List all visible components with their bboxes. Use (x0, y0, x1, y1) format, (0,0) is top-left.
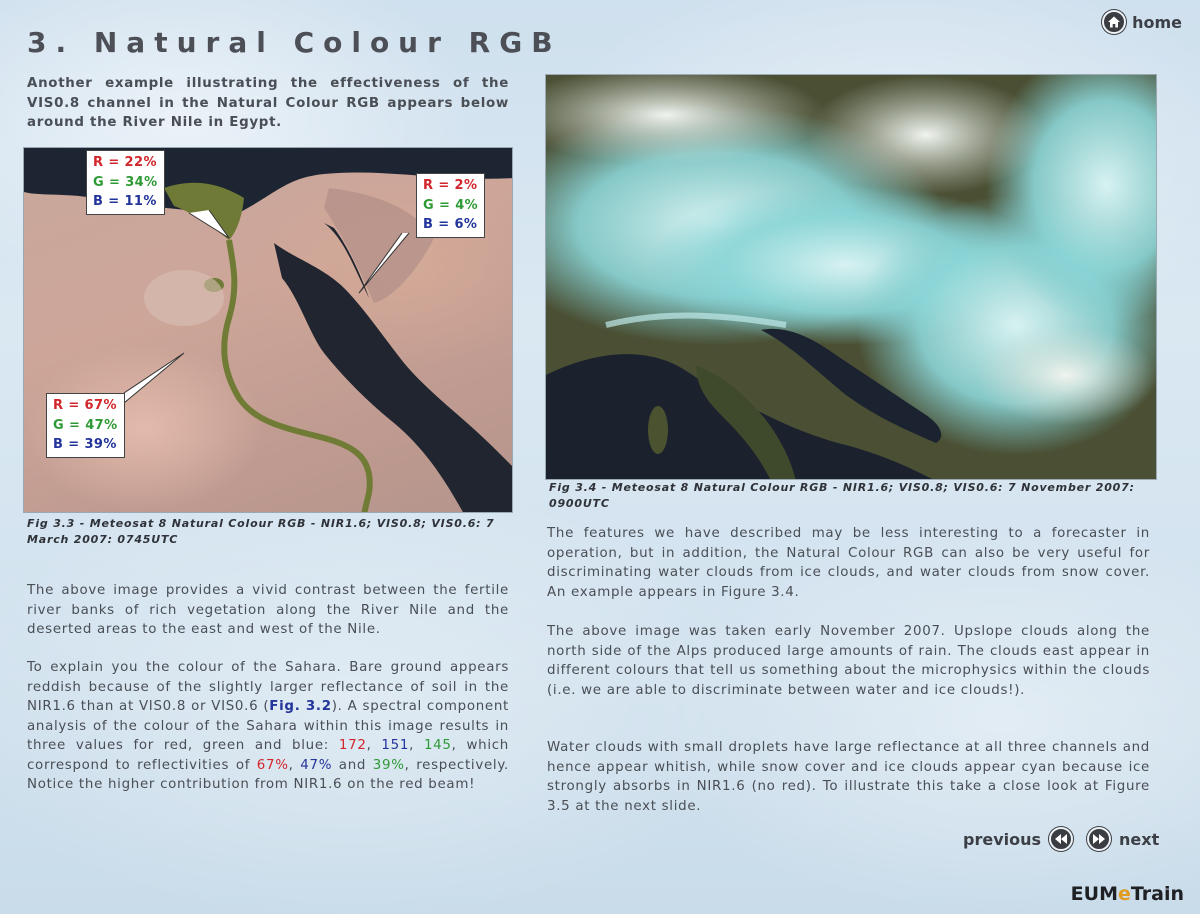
page-title: 3. Natural Colour RGB (27, 26, 562, 59)
percent-blue: 47% (300, 757, 333, 773)
percent-green: 39% (372, 757, 405, 773)
callout-delta: R = 22% G = 34% B = 11% (86, 150, 165, 215)
left-paragraph-2: To explain you the colour of the Sahara. Bare ground appears reddish because of the slightly larger reflectance of soil in the NIR1.6 than at VIS0.8 or VIS0.6 (Fig. 3.2). A spectral component analysis of the colour of the Sahara within this image results in three values for red, green and blue: 172, 151, 145, which correspond to reflectivities of 67%, 47% and 39%, respectively. Notice the higher contribution from NIR1.6 on the red beam! (27, 660, 509, 792)
home-label: home (1132, 12, 1182, 32)
callout-red-sea: R = 2% G = 4% B = 6% (416, 173, 485, 238)
figure-3-3-image (23, 147, 513, 513)
figure-3-3-caption: Fig 3.3 - Meteosat 8 Natural Colour RGB - NIR1.6; VIS0.8; VIS0.6: 7 March 2007: 0745UTC (27, 517, 495, 546)
eumetrain-logo: EUMeTrain (1070, 883, 1184, 905)
percent-red: 67% (256, 757, 289, 773)
previous-label: previous (963, 829, 1042, 849)
value-red: 172 (338, 738, 367, 753)
right-paragraph-1: The features we have described may be less interesting to a forecaster in operation, but in addition, the Natural Colour RGB can also be very useful for discriminating water clouds from ice clouds, and water clouds from snow cover. An example appears in Figure 3.4. (547, 526, 1150, 600)
figure-3-4-image (545, 74, 1157, 480)
value-green: 145 (423, 738, 452, 753)
left-paragraph-1: The above image provides a vivid contrast between the fertile river banks of rich vegetation along the River Nile and the deserted areas to the east and west of the Nile. (27, 583, 509, 637)
value-blue: 151 (381, 738, 410, 753)
home-button[interactable] (1102, 10, 1182, 34)
next-button[interactable] (1087, 827, 1159, 851)
previous-button[interactable] (963, 827, 1073, 851)
intro-text: Another example illustrating the effectiveness of the VIS0.8 channel in the Natural Colour RGB appears below around the River Nile in Egypt. (27, 76, 509, 130)
fast-forward-icon (1087, 827, 1111, 851)
right-paragraph-2: The above image was taken early November 2007. Upslope clouds along the north side of the Alps produced large amounts of rain. The clouds east appear in different colours that tell us something about the microphysics within the clouds (i.e. we are able to discriminate between water and ice clouds!). (547, 624, 1150, 698)
figure-3-4-caption: Fig 3.4 - Meteosat 8 Natural Colour RGB - NIR1.6; VIS0.8; VIS0.6: 7 November 2007: 0900UTC (549, 481, 1135, 510)
fig-3-2-link[interactable]: Fig. 3.2 (269, 699, 332, 714)
right-paragraph-3: Water clouds with small droplets have large reflectance at all three channels and hence appear whitish, while snow cover and ice clouds appear cyan because ice strongly absorbs in NIR1.6 (no red). To illustrate this take a close look at Figure 3.5 at the next slide. (547, 740, 1150, 814)
callout-sahara: R = 67% G = 47% B = 39% (46, 393, 125, 458)
home-icon (1102, 10, 1126, 34)
rewind-icon (1049, 827, 1073, 851)
next-label: next (1119, 829, 1160, 849)
